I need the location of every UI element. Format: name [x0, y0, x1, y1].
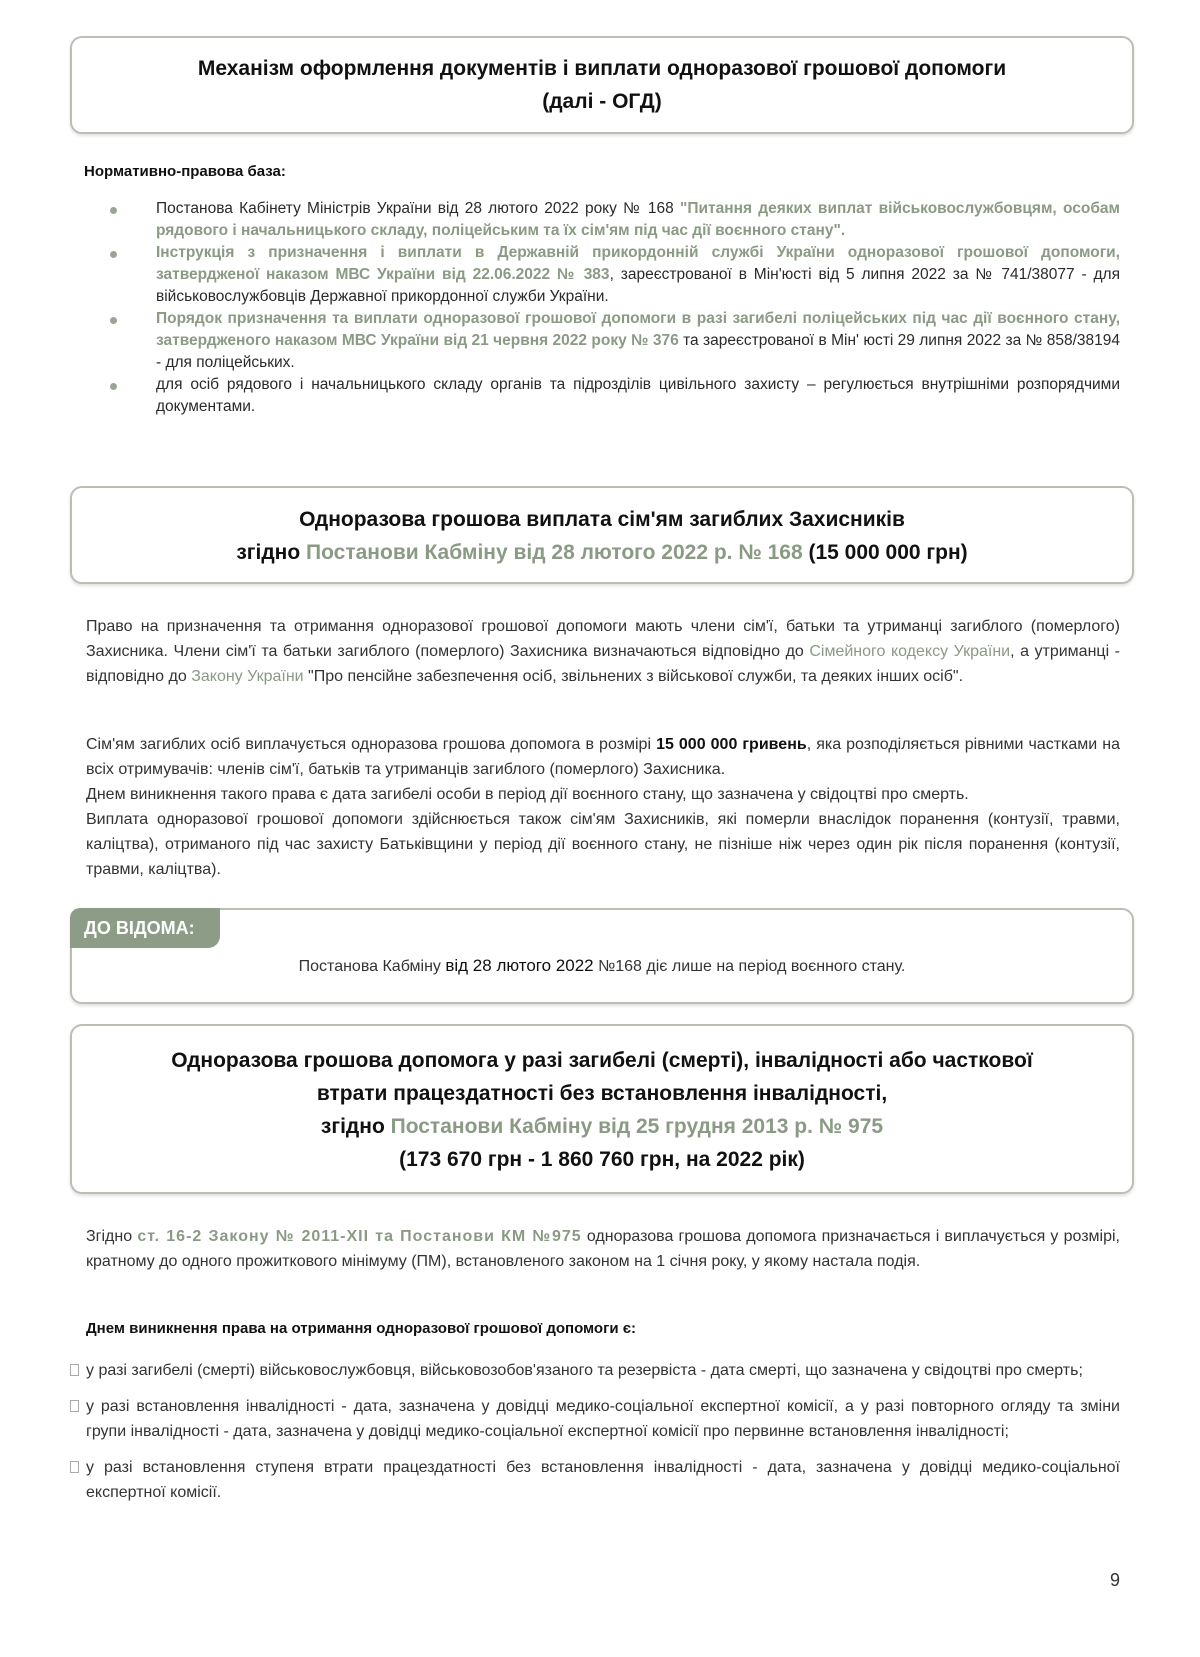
section-1-heading-box: [70, 486, 1134, 584]
payment-paragraph: Сім'ям загиблих осіб виплачується одноразова грошова допомога в розмірі 15 000 000 гривень, яка розподіляється рівними частками на всіх отримувачів: членів сім'ї, батьків та утриманців загиблого (померлого) Захисника. Днем виникнення такого права є дата загибелі особи в період дії воєнного стану, що зазначена у свідоцтві про смерть. Виплата одноразової грошової допомоги здійснюється також сім'ям Захисників, які померли внаслідок поранення (контузії, травми, каліцтва), отриманого під час захисту Батьківщини у період дії воєнного стану, не пізніше ніж через один рік після поранення (контузії, травми, каліцтва).: [86, 736, 1121, 878]
list-item: Інструкція з призначення і виплати в Державній прикордонній службі України одноразової грошової допомоги, затвердженої наказом МВС України від 22.06.2022 № 383, зареєстрованої в Мін'юсті від 5 липня 2022 за № 741/38077 - для військовослужбовців Державної прикордонної служби України.: [106, 242, 1120, 308]
section-2-title-line-1: Одноразова грошова допомога у разі загибелі (смерті), інвалідності або часткової: [171, 1049, 1033, 1072]
eligibility-paragraph: Право на призначення та отримання одноразової грошової допомоги мають члени сім'ї, батьки та утриманці загиблого (померлого) Захисника. Члени сім'ї та батьки загиблого (померлого) Захисника визначаються відповідно до Сімейного кодексу України, а утриманці - відповідно до Закону України "Про пенсійне забезпечення осіб, звільнених з військової служби, та деяких інших осіб".: [86, 618, 1120, 685]
note-tab-label: ДО ВІДОМА:: [70, 908, 220, 948]
section-2-amount: (173 670 грн - 1 860 760 грн, на 2022 рік): [399, 1148, 805, 1171]
checkbox-icon: [70, 1461, 79, 1473]
instruction-383-link[interactable]: Інструкція з призначення і виплати в Державній прикордонній службі України одноразової грошової допомоги, затвердженої наказом МВС України від 22.06.2022 № 383: [156, 244, 1120, 283]
note-text: Постанова Кабміну від 28 лютого 2022 №168 діє лише на період воєнного стану.: [298, 956, 906, 975]
list-item: у разі загибелі (смерті) військовослужбовця, військовозобов'язаного та резервіста - дата смерті, що зазначена у свідоцтві про смерть;: [68, 1358, 1120, 1383]
note-box: [70, 908, 1134, 1004]
title-line-2: (далі - ОГД): [542, 90, 662, 113]
law-paragraph: Згідно ст. 16-2 Закону № 2011-XII та Постанови КМ №975 одноразова грошова допомога призначається і виплачується у розмірі, кратному до одного прожиткового мінімуму (ПМ), встановленого законом на 1 січня року, у якому настала подія.: [86, 1228, 1120, 1270]
legal-base-label: Нормативно-правова база:: [84, 163, 286, 180]
bullet-icon: [110, 383, 117, 390]
section-2-title-line-2: втрати працездатності без встановлення інвалідності,: [316, 1082, 888, 1105]
resolution-168-link[interactable]: "Питання деяких виплат військовослужбовцям, особам рядового і начальницького складу, поліцейським та їх сім'ям під час дії воєнного стану".: [156, 200, 1120, 239]
resolution-975-link[interactable]: Постанови Кабміну від 25 грудня 2013 р. № 975: [390, 1115, 884, 1138]
list-item: Порядок призначення та виплати одноразової грошової допомоги в разі загибелі поліцейських під час дії воєнного стану, затвердженого наказом МВС України від 21 червня 2022 року № 376 та зареєстрованої в Мін' юсті 29 липня 2022 за № 858/38194 - для поліцейських.: [106, 308, 1120, 374]
resolution-168-heading-link[interactable]: Постанови Кабміну від 28 лютого 2022 р. № 168: [306, 541, 803, 564]
section-2-subtitle: згідно Постанови Кабміну від 25 грудня 2013 р. № 975: [320, 1115, 884, 1138]
legal-base-list: [106, 198, 1120, 418]
checkbox-icon: [70, 1364, 79, 1376]
page-number: 9: [1110, 1570, 1121, 1590]
family-code-link[interactable]: Сімейного кодексу України: [809, 643, 1011, 660]
bullet-icon: [110, 207, 117, 214]
section-1-amount: (15 000 000 грн): [802, 541, 968, 564]
law-2011-xii-link[interactable]: ст. 16-2 Закону № 2011-XII та Постанови КМ №975: [137, 1228, 582, 1245]
title-line-1: Механізм оформлення документів і виплати одноразової грошової допомоги: [197, 57, 1007, 80]
section-1-title: Одноразова грошова виплата сім'ям загиблих Захисників: [299, 508, 905, 531]
order-376-link[interactable]: Порядок призначення та виплати одноразової грошової допомоги в разі загибелі поліцейських під час дії воєнного стану, затвердженого наказом МВС України від 21 червня 2022 року № 376: [156, 310, 1120, 349]
law-link[interactable]: Закону України: [191, 668, 304, 685]
bullet-icon: [110, 251, 117, 258]
rights-day-label: Днем виникнення права на отримання одноразової грошової допомоги є:: [86, 1320, 637, 1337]
document-title-box: [70, 36, 1134, 134]
list-item: у разі встановлення інвалідності - дата, зазначена у довідці медико-соціальної експертної комісії, а у разі повторного огляду та зміни групи інвалідності - дата, зазначена у довідці медико-соціальної експертної комісії про первинне встановлення інвалідності;: [68, 1394, 1120, 1444]
bullet-icon: [110, 317, 117, 324]
rights-day-list: [68, 1358, 1120, 1516]
list-item: для осіб рядового і начальницького складу органів та підрозділів цивільного захисту – регулюється внутрішніми розпорядчими документами.: [106, 374, 1120, 418]
section-2-heading-box: [70, 1024, 1134, 1194]
checkbox-icon: [70, 1400, 79, 1412]
list-item: у разі встановлення ступеня втрати працездатності без встановлення інвалідності - дата, зазначена у довідці медико-соціальної експертної комісії.: [68, 1455, 1120, 1505]
section-1-subtitle: згідно Постанови Кабміну від 28 лютого 2022 р. № 168 (15 000 000 грн): [236, 541, 968, 564]
list-item: Постанова Кабінету Міністрів України від 28 лютого 2022 року № 168 "Питання деяких виплат військовослужбовцям, особам рядового і начальницького складу, поліцейським та їх сім'ям під час дії воєнного стану".: [106, 198, 1120, 242]
payment-amount: 15 000 000 гривень: [656, 736, 807, 753]
